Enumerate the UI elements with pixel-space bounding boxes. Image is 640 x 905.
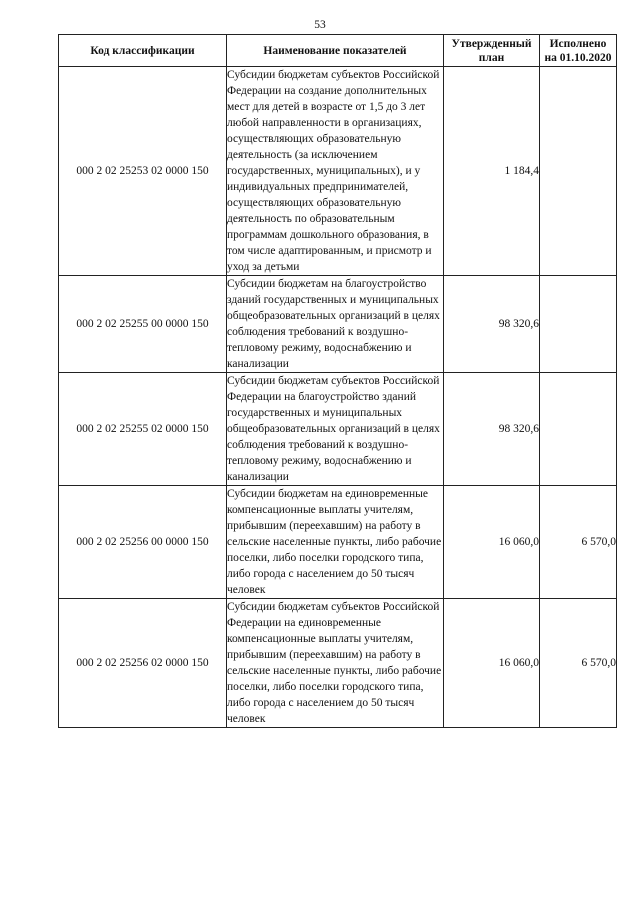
table-row: [59, 67, 617, 276]
table-header-row: [59, 35, 617, 67]
row-plan: 16 060,0: [444, 599, 540, 728]
header-plan-line2: план: [478, 51, 505, 64]
row-done: 6 570,0: [540, 486, 617, 599]
row-name: Субсидии бюджетам субъектов Российской Федерации на благоустройство зданий государственных и муниципальных общеобразовательных организаций в целях соблюдения требований к воздушно-тепловому режиму, водоснабжению и канализации: [227, 373, 444, 486]
table-row: [59, 373, 617, 486]
header-done-line2: на 01.10.2020: [544, 51, 612, 64]
row-name: Субсидии бюджетам на благоустройство зданий государственных и муниципальных общеобразовательных организаций в целях соблюдения требований к воздушно-тепловому режиму, водоснабжению и канализации: [227, 276, 444, 373]
row-done: [540, 373, 617, 486]
row-done: [540, 67, 617, 276]
header-plan-line1: Утвержденный: [451, 37, 532, 50]
row-code: 000 2 02 25255 02 0000 150: [59, 373, 227, 486]
page-number: 53: [314, 19, 326, 31]
row-name: Субсидии бюджетам субъектов Российской Федерации на единовременные компенсационные выплаты учителям, прибывшим (переехавшим) на работу в сельские населенные пункты, либо рабочие поселки, либо поселки городского типа, либо города с населением до 50 тысяч человек: [227, 599, 444, 728]
row-plan: 1 184,4: [444, 67, 540, 276]
table-row: [59, 276, 617, 373]
row-plan: 98 320,6: [444, 276, 540, 373]
header-name: Наименование показателей: [227, 35, 444, 67]
header-code: Код классификации: [59, 35, 227, 67]
table-row: [59, 599, 617, 728]
row-code: 000 2 02 25255 00 0000 150: [59, 276, 227, 373]
row-plan: 98 320,6: [444, 373, 540, 486]
row-plan: 16 060,0: [444, 486, 540, 599]
row-done: 6 570,0: [540, 599, 617, 728]
row-name: Субсидии бюджетам на единовременные компенсационные выплаты учителям, прибывшим (переехавшим) на работу в сельские населенные пункты, либо рабочие поселки, либо поселки городского типа, либо города с населением до 50 тысяч человек: [227, 486, 444, 599]
budget-table: [58, 34, 617, 728]
header-done-line1: Исполнено: [549, 37, 607, 50]
row-code: 000 2 02 25256 00 0000 150: [59, 486, 227, 599]
row-name: Субсидии бюджетам субъектов Российской Федерации на создание дополнительных мест для детей в возрасте от 1,5 до 3 лет любой направленности в организациях, осуществляющих образовательную деятельность (за исключением государственных, муниципальных), и у индивидуальных предпринимателей, осуществляющих образовательную деятельность по образовательным программам дошкольного образования, в том числе адаптированным, и присмотр и уход за детьми: [227, 67, 444, 276]
header-plan: [444, 35, 540, 67]
row-done: [540, 276, 617, 373]
header-done: [540, 35, 617, 67]
row-code: 000 2 02 25256 02 0000 150: [59, 599, 227, 728]
table-row: [59, 486, 617, 599]
row-code: 000 2 02 25253 02 0000 150: [59, 67, 227, 276]
